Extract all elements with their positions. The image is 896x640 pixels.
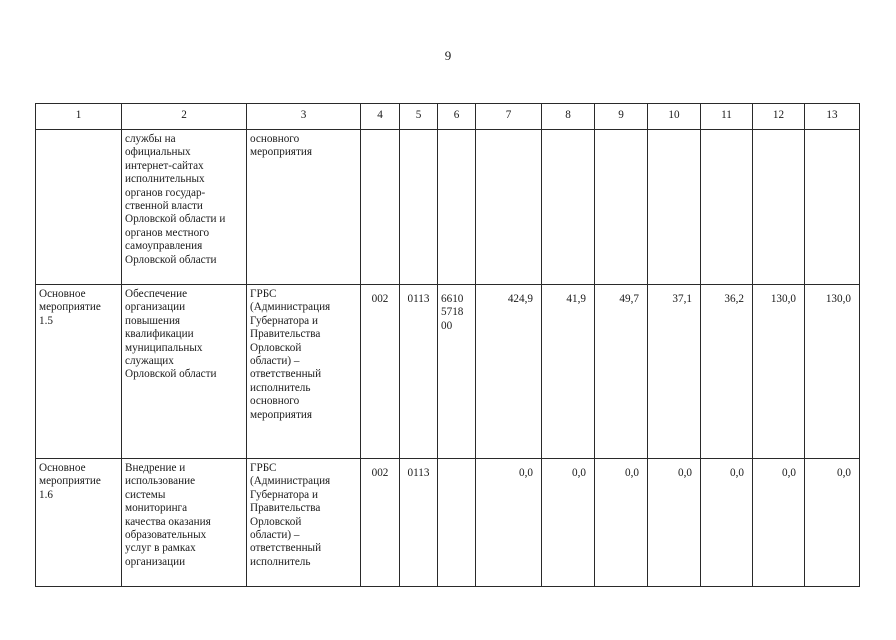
column-header: 1	[36, 104, 122, 130]
value-cell: 37,1	[648, 285, 701, 459]
value-cell: 0,0	[805, 459, 860, 587]
column-header: 3	[247, 104, 361, 130]
value-cell: 130,0	[805, 285, 860, 459]
column-header: 5	[400, 104, 438, 130]
value-cell	[753, 130, 805, 285]
value-cell	[476, 130, 542, 285]
value-cell: 130,0	[753, 285, 805, 459]
column-header: 13	[805, 104, 860, 130]
grbs-code-cell: 002	[361, 285, 400, 459]
column-header: 8	[542, 104, 595, 130]
target-code-cell: 6610 5718 00	[438, 285, 476, 459]
description-cell: Обеспечение организации повышения квалификации муниципальных служащих Орловской области	[122, 285, 247, 459]
section-code-cell	[400, 130, 438, 285]
value-cell	[701, 130, 753, 285]
value-cell: 41,9	[542, 285, 595, 459]
description-cell: Внедрение и использование системы мониторинга качества оказания образовательных услуг в рамках организации	[122, 459, 247, 587]
value-cell: 0,0	[648, 459, 701, 587]
value-cell: 36,2	[701, 285, 753, 459]
value-cell: 0,0	[595, 459, 648, 587]
section-code-cell: 0113	[400, 285, 438, 459]
value-cell: 0,0	[476, 459, 542, 587]
value-cell: 49,7	[595, 285, 648, 459]
value-cell	[542, 130, 595, 285]
value-cell: 424,9	[476, 285, 542, 459]
column-header: 2	[122, 104, 247, 130]
column-header: 11	[701, 104, 753, 130]
column-header: 10	[648, 104, 701, 130]
value-cell: 0,0	[753, 459, 805, 587]
executor-cell: основного мероприятия	[247, 130, 361, 285]
budget-table	[35, 103, 860, 587]
value-cell: 0,0	[701, 459, 753, 587]
grbs-code-cell	[361, 130, 400, 285]
description-cell: службы на официальных интернет-сайтах исполнительных органов государ- ственной власти Орловской области и органов местного самоуправления Орловской области	[122, 130, 247, 285]
section-code-cell: 0113	[400, 459, 438, 587]
table-header-row	[36, 104, 860, 130]
table-row	[36, 459, 860, 587]
table-row	[36, 130, 860, 285]
column-header: 4	[361, 104, 400, 130]
executor-cell: ГРБС (Администрация Губернатора и Правительства Орловской области) – ответственный исполнитель основного мероприятия	[247, 285, 361, 459]
target-code-cell	[438, 130, 476, 285]
activity-cell	[36, 130, 122, 285]
value-cell	[805, 130, 860, 285]
target-code-cell	[438, 459, 476, 587]
value-cell	[595, 130, 648, 285]
executor-cell: ГРБС (Администрация Губернатора и Правительства Орловской области) – ответственный исполнитель	[247, 459, 361, 587]
grbs-code-cell: 002	[361, 459, 400, 587]
page-number: 9	[444, 48, 452, 63]
value-cell	[648, 130, 701, 285]
column-header: 12	[753, 104, 805, 130]
activity-cell: Основное мероприятие 1.6	[36, 459, 122, 587]
value-cell: 0,0	[542, 459, 595, 587]
activity-cell: Основное мероприятие 1.5	[36, 285, 122, 459]
table-row	[36, 285, 860, 459]
column-header: 6	[438, 104, 476, 130]
column-header: 9	[595, 104, 648, 130]
column-header: 7	[476, 104, 542, 130]
